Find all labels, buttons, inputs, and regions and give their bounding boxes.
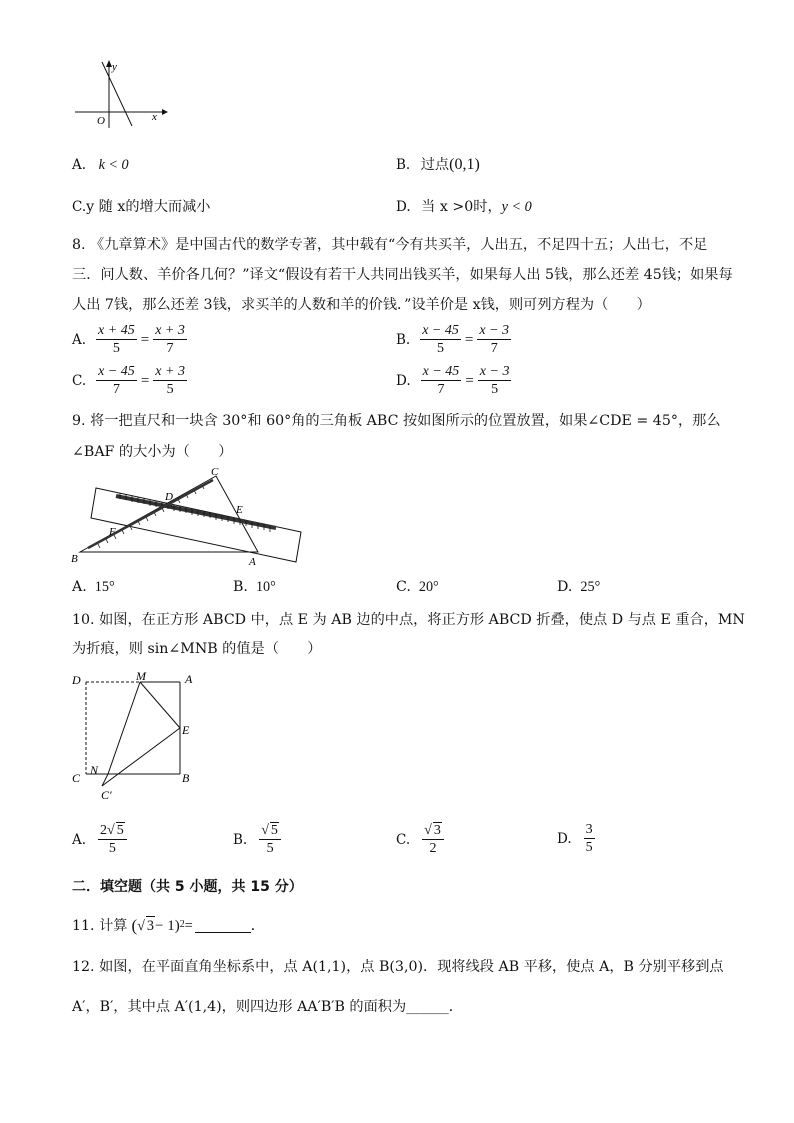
fraction: $\frac{x + 3}{7}$ — [155, 323, 185, 356]
q7-option-d: D. 当 x >0时，y < 0 — [396, 199, 532, 215]
fraction: $\frac{x - 3}{5}$ — [479, 364, 510, 397]
q9-ruler-triangle-figure — [68, 466, 308, 570]
point-d-label: D — [165, 491, 173, 503]
q9-option-a: A. 15° — [72, 579, 115, 595]
point-n-label: N — [90, 763, 99, 777]
point-d-label: D — [72, 673, 81, 687]
q11-line: 11. 计算 ( √ 3 − 1) 2 = ． — [72, 915, 265, 935]
point-e-label: E — [236, 504, 243, 516]
q10-option-c: C. $\frac{√ 3}{2}$ — [396, 822, 446, 857]
point-m-label: M — [136, 669, 146, 683]
q8-line-3: 人出 7钱，那么还差 3钱，求买羊的人数和羊的价钱．”设羊价是 x钱，则可列方程为（ ） — [72, 297, 651, 313]
fraction: $\frac{x - 3}{7}$ — [479, 323, 510, 356]
point-a-label: A — [185, 672, 193, 686]
fraction: $\frac{x + 3}{5}$ — [155, 364, 185, 397]
function-line — [102, 62, 132, 126]
point-c-label: C — [211, 466, 219, 478]
answer-blank[interactable] — [195, 918, 251, 933]
q8-option-d: D. $\frac{x - 45}{7}$ = $\frac{x - 3}{5}$ — [396, 364, 510, 397]
q10-option-b: B. $\frac{√ 5}{5}$ — [233, 822, 283, 857]
point-f-label: F — [109, 526, 116, 538]
sqrt-icon: √ — [424, 823, 432, 838]
q8-line-1: 8. 《九章算术》是中国古代的数学专著，其中载有“今有共买羊，人出五，不足四十五；人出七，不足 — [72, 237, 708, 253]
q10-line-2: 为折痕，则 sin∠MNB 的值是（ ） — [72, 641, 322, 657]
fraction: $\frac{x - 45}{7}$ — [98, 364, 135, 397]
x-axis-arrow — [162, 109, 168, 115]
fraction: $\frac{x - 45}{7}$ — [422, 364, 460, 397]
sqrt-icon: √ — [261, 823, 269, 838]
point-b-label: B — [182, 771, 190, 785]
origin-label: O — [97, 115, 105, 127]
fraction: $\frac{√ 3}{2}$ — [422, 822, 444, 857]
segment-me — [140, 682, 180, 728]
q10-line-1: 10. 如图，在正方形 ABCD 中，点 E 为 AB 边的中点，将正方形 ABCD 折叠，使点 D 与点 E 重合，MN — [72, 612, 745, 628]
q9-option-c: C. 20° — [396, 579, 439, 595]
point-c-label: C — [72, 771, 81, 785]
sqrt-icon: √ — [137, 917, 145, 934]
q12-line-1: 12. 如图，在平面直角坐标系中，点 A(1,1)，点 B(3,0)．现将线段 AB 平移，使点 A，B 分别平移到点 — [72, 959, 724, 975]
q8-option-b: B. $\frac{x - 45}{5}$ = $\frac{x - 3}{7}$ — [396, 323, 510, 356]
fold-line-mn — [108, 682, 140, 774]
fraction: $\frac{x + 45}{5}$ — [98, 323, 135, 356]
point-e-label: E — [182, 723, 190, 737]
point-c-prime-label: C′ — [101, 788, 112, 802]
q9-option-d: D. 25° — [557, 579, 601, 595]
q9-line-1: 9. 将一把直尺和一块含 30°和 60°角的三角板 ABC 按如图所示的位置放置，如果∠CDE = 45°，那么 — [72, 413, 721, 429]
q10-square-fold-figure — [68, 668, 208, 804]
q10-option-a: A. $\frac{2√ 5}{5}$ — [72, 822, 129, 857]
fraction: $\frac{x - 45}{5}$ — [422, 323, 459, 356]
point-a-label: A — [249, 556, 256, 568]
q7-line-graph — [70, 58, 170, 130]
fraction: $\frac{2√ 5}{5}$ — [98, 822, 127, 857]
y-axis-label: y — [112, 61, 117, 73]
section-title: 二．填空题（共 5 小题，共 15 分） — [72, 879, 303, 895]
x-axis-label: x — [152, 111, 157, 123]
q7-option-b: B. 过点(0,1) — [396, 156, 480, 173]
fraction: $\frac{3}{5}$ — [585, 822, 593, 855]
sqrt-icon: √ — [107, 823, 115, 838]
fraction: $\frac{√ 5}{5}$ — [259, 822, 281, 857]
q8-line-2: 三．问人数、羊价各几何？”译文“假设有若干人共同出钱买羊，如果每人出 5钱，那么还差 45钱；如果每 — [72, 267, 733, 283]
q7-option-c: C.y 随 x的增大而减小 — [72, 199, 211, 215]
point-b-label: B — [71, 553, 78, 565]
q10-option-d: D. $\frac{3}{5}$ — [557, 822, 593, 855]
q9-option-b: B. 10° — [233, 579, 276, 595]
q12-line-2: A′，B′，其中点 A′(1,4)，则四边形 AA′B′B 的面积为______． — [72, 999, 463, 1015]
q9-line-2: ∠BAF 的大小为（ ） — [72, 444, 233, 460]
q8-option-c: C. $\frac{x - 45}{7}$ = $\frac{x + 3}{5}$ — [72, 364, 185, 397]
q8-option-a: A. $\frac{x + 45}{5}$ = $\frac{x + 3}{7}$ — [72, 323, 185, 356]
q7-option-a: A. k < 0 — [72, 157, 129, 173]
